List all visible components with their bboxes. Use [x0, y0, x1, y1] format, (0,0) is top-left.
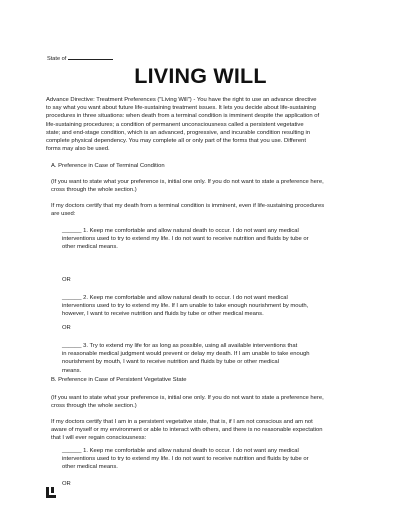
instruction-line: cross through the whole section.) — [51, 187, 137, 194]
or-label: OR — [62, 481, 71, 487]
section-a-option-1 — [62, 227, 309, 252]
or-label: OR — [62, 325, 71, 331]
state-blank-line[interactable] — [68, 54, 113, 60]
intro-line: state; and end-stage condition, which is an advanced, progressive, and incurable condition resulting in — [46, 129, 311, 136]
initial-blank[interactable]: ______ — [62, 228, 82, 234]
condition-line: aware of myself or my environment or able to interact with others, and there is no reasonable expectation — [51, 427, 323, 434]
section-b-instructions — [51, 394, 324, 410]
instruction-line: (If you want to state what your preference is, initial one only. If you do not want to state a preference here, — [51, 179, 324, 185]
initial-blank[interactable]: ______ — [62, 343, 82, 349]
section-a-instructions — [51, 178, 324, 194]
option-text: other medical means. — [62, 244, 118, 251]
document-title: LIVING WILL — [134, 64, 267, 88]
intro-line: procedures in three situations: when death from a terminal condition is imminent despite the application of — [46, 113, 320, 120]
state-field — [47, 54, 113, 62]
state-label: State of — [47, 56, 67, 62]
section-a-option-2 — [62, 294, 308, 319]
option-text: 2. Keep me comfortable and allow natural death to occur. I do not want medical — [81, 295, 288, 301]
intro-paragraph — [46, 96, 319, 153]
condition-line: If my doctors certify that I am in a persistent vegetative state, that is, if I am not conscious and am not — [51, 419, 313, 425]
section-a-heading: A. Preference in Case of Terminal Condition — [51, 163, 165, 169]
or-label: OR — [62, 277, 71, 283]
intro-line: complete physical dependency. You may complete all or only part of the forms that you use. Different — [46, 138, 306, 145]
option-text: nourishment by mouth, I want to receive nutrition and fluids by tube or other medical — [62, 359, 279, 366]
option-text: interventions used to try to extend my life. If I am unable to take enough nourishment by mouth, — [62, 303, 309, 310]
intro-line: forms may also be used. — [46, 146, 110, 153]
instruction-line: cross through the whole section.) — [51, 403, 137, 410]
condition-line: that I will ever regain consciousness: — [51, 435, 147, 442]
option-text: 1. Keep me comfortable and allow natural death to occur. I do not want any medical — [81, 448, 299, 454]
option-text: interventions used to try to extend my life. I do not want to receive nutrition and fluids by tube or — [62, 456, 309, 463]
section-b-condition — [51, 418, 323, 443]
option-text: means. — [62, 367, 82, 374]
instruction-line: (If you want to state what your preference is, initial one only. If you do not want to state a preference here, — [51, 395, 324, 401]
intro-line: to say what you want about future life-sustaining treatment issues. It lets you decide about life-sustaining — [46, 105, 316, 112]
condition-line: are used: — [51, 211, 76, 218]
intro-line: life-sustaining procedures; a condition of permanent unconsciousness called a persistent vegetative — [46, 121, 304, 128]
option-text: 3. Try to extend my life for as long as possible, using all available interventions that — [81, 343, 298, 349]
initial-blank[interactable]: ______ — [62, 295, 82, 301]
option-text: in reasonable medical judgment would prevent or delay my death. If I am unable to take enough — [62, 351, 310, 358]
option-text: interventions used to try to extend my life. I do not want to receive nutrition and fluids by tube or — [62, 236, 309, 243]
option-text: other medical means. — [62, 464, 118, 471]
section-b-option-1 — [62, 447, 309, 472]
section-b-heading: B. Preference in Case of Persistent Vegetative State — [51, 377, 187, 383]
section-a-option-3 — [62, 342, 310, 375]
brand-logo-icon — [46, 487, 57, 498]
intro-line: Advance Directive: Treatment Preferences ("Living Will") - You have the right to use an advance directive — [46, 97, 317, 103]
option-text: 1. Keep me comfortable and allow natural death to occur. I do not want any medical — [81, 228, 299, 234]
condition-line: If my doctors certify that my death from a terminal condition is imminent, even if life-sustaining procedures — [51, 203, 325, 209]
option-text: however, I want to receive nutrition and fluids by tube or other medical means. — [62, 311, 264, 318]
initial-blank[interactable]: ______ — [62, 448, 82, 454]
section-a-condition — [51, 202, 324, 218]
